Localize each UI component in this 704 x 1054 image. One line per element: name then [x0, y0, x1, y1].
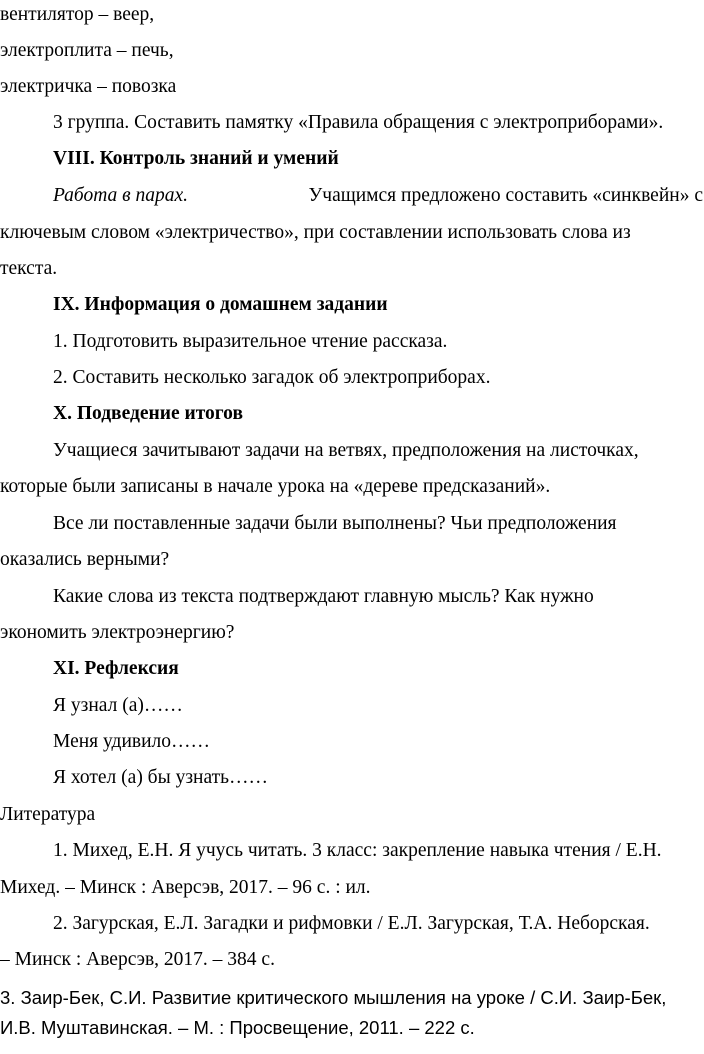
section-heading: X. Подведение итогов: [53, 403, 243, 424]
italic-lead: Работа в парах.: [53, 185, 189, 206]
list-item: 2. Составить несколько загадок об электроприборах.: [53, 367, 491, 388]
paragraph-line: Учащиеся зачитывают задачи на ветвях, предположения на листочках,: [53, 440, 639, 461]
literature-heading: Литература: [0, 804, 96, 825]
reference-line: – Минск : Аверсэв, 2017. – 384 с.: [0, 949, 275, 970]
paragraph-line: текста.: [0, 258, 58, 279]
reference-line: И.В. Муштавинская. – М. : Просвещение, 2011. – 222 с.: [0, 1017, 475, 1038]
section-heading: VIII. Контроль знаний и умений: [53, 148, 339, 169]
paragraph-line: экономить электроэнергию?: [0, 622, 235, 643]
paragraph-line: [53, 184, 703, 208]
section-heading: IX. Информация о домашнем задании: [53, 294, 388, 315]
paragraph-text: Учащимся предложено составить «синквейн» с: [308, 185, 703, 206]
list-item: 1. Подготовить выразительное чтение рассказа.: [53, 331, 448, 352]
reference-line: 2. Загурская, Е.Л. Загадки и рифмовки / Е.Л. Загурская, Т.А. Неборская.: [53, 913, 650, 934]
reference-line: 1. Михед, Е.Н. Я учусь читать. 3 класс: закрепление навыка чтения / Е.Н.: [53, 840, 662, 861]
reflection-line: Меня удивило……: [53, 731, 211, 752]
text-line: вентилятор – веер,: [0, 4, 155, 25]
reference-line: Михед. – Минск : Аверсэв, 2017. – 96 с. : ил.: [0, 877, 371, 898]
text-line: электричка – повозка: [0, 76, 177, 97]
group3-task: 3 группа. Составить памятку «Правила обращения с электроприборами».: [53, 112, 664, 133]
paragraph-line: ключевым словом «электричество», при составлении использовать слова из: [0, 222, 631, 243]
paragraph-line: Какие слова из текста подтверждают главную мысль? Как нужно: [53, 586, 594, 607]
reference-line: 3. Заир-Бек, С.И. Развитие критического мышления на уроке / С.И. Заир-Бек,: [0, 987, 667, 1008]
text-line: электроплита – печь,: [0, 40, 174, 61]
paragraph-line: Все ли поставленные задачи были выполнены? Чьи предположения: [53, 513, 617, 534]
reflection-line: Я узнал (а)……: [53, 695, 183, 716]
paragraph-line: которые были записаны в начале урока на «дереве предсказаний».: [0, 476, 551, 497]
reflection-line: Я хотел (а) бы узнать……: [53, 767, 269, 788]
paragraph-line: оказались верными?: [0, 549, 170, 570]
section-heading: XI. Рефлексия: [53, 658, 179, 679]
